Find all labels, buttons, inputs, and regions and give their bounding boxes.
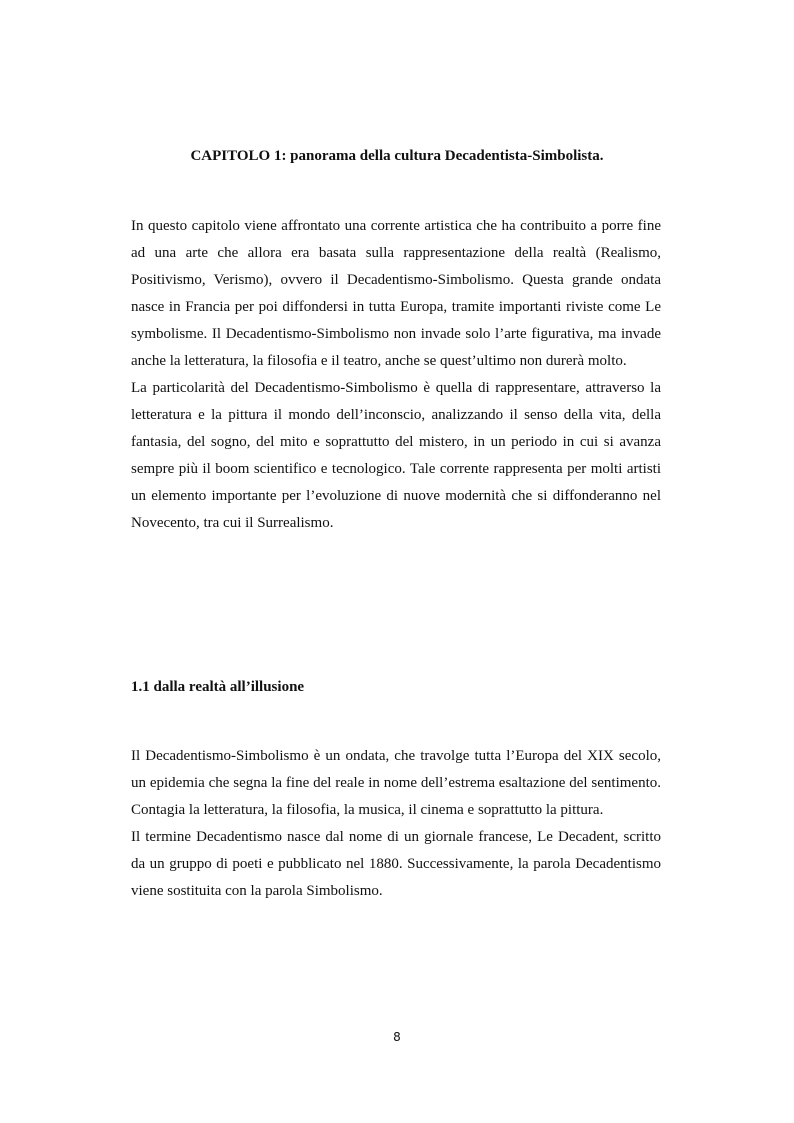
paragraph: Il Decadentismo-Simbolismo è un ondata, che travolge tutta l’Europa del XIX secolo, un epidemia che segna la fine del reale in nome dell’estrema esaltazione del sentimento. Contagia la letteratura, la filosofia, la musica, il cinema e soprattutto la pittura. — [131, 748, 661, 818]
section-heading: 1.1 dalla realtà all’illusione — [131, 679, 305, 695]
paragraph: In questo capitolo viene affrontato una corrente artistica che ha contribuito a porre fine ad una arte che allora era basata sulla rappresentazione della realtà (Realismo, Positivismo, Verismo), ovvero il Decadentismo-Simbolismo. Questa grande ondata nasce in Francia per poi diffondersi in tutta Europa, tramite importanti riviste come Le symbolisme. Il Decadentismo-Simbolismo non invade solo l’arte figurativa, ma invade anche la letteratura, la filosofia e il teatro, anche se quest’ultimo non durerà molto. — [131, 218, 661, 369]
paragraph: Il termine Decadentismo nasce dal nome di un giornale francese, Le Decadent, scritto da un gruppo di poeti e pubblicato nel 1880. Successivamente, la parola Decadentismo viene sostituita con la parola Simbolismo. — [131, 829, 661, 899]
chapter-intro-text — [131, 213, 661, 537]
paragraph: La particolarità del Decadentismo-Simbolismo è quella di rappresentare, attraverso la letteratura e la pittura il mondo dell’inconscio, analizzando il senso della vita, della fantasia, del sogno, del mito e soprattutto del mistero, in un periodo in cui si avanza sempre più il boom scientifico e tecnologico. Tale corrente rappresenta per molti artisti un elemento importante per l’evoluzione di nuove modernità che si diffonderanno nel Novecento, tra cui il Surrealismo. — [131, 380, 661, 531]
section-body-text — [131, 743, 661, 905]
page-number: 8 — [393, 1030, 401, 1044]
chapter-title: CAPITOLO 1: panorama della cultura Decadentista-Simbolista. — [190, 148, 604, 164]
